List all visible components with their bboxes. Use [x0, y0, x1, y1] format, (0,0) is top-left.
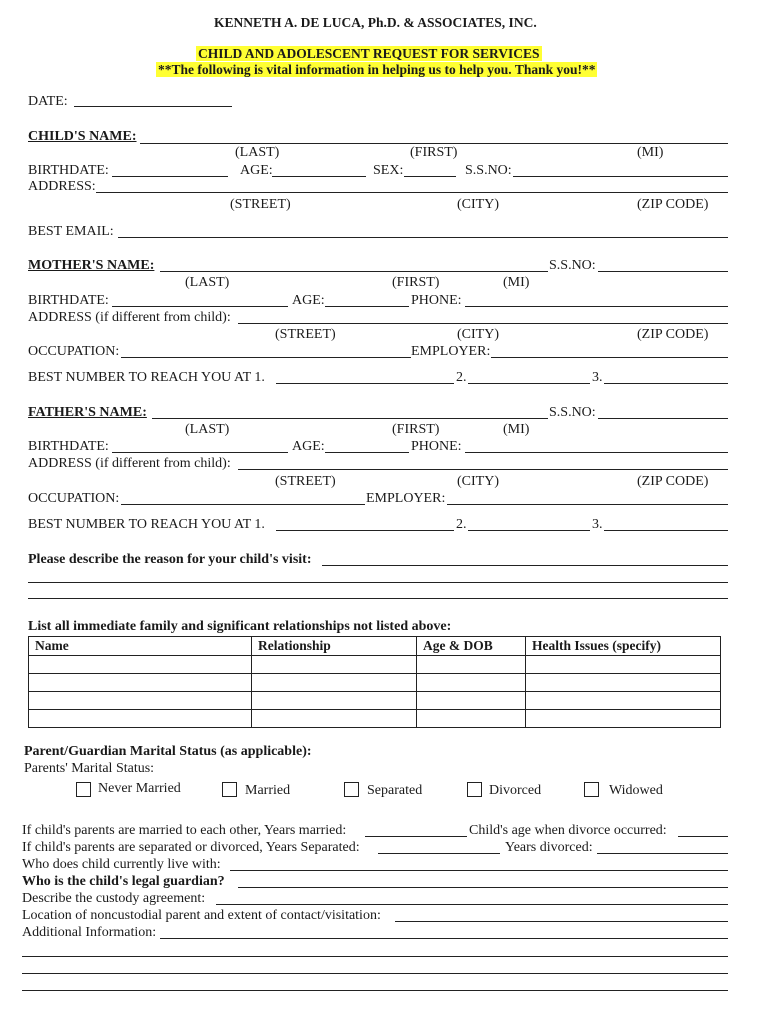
mother-occupation-field[interactable] [121, 357, 411, 358]
father-number-1-field[interactable] [276, 530, 454, 531]
noncustodial-field[interactable] [395, 921, 728, 922]
child-city-caption: (CITY) [457, 197, 499, 212]
separated-label: Separated [367, 783, 423, 798]
col-relationship-header: Relationship [252, 637, 417, 656]
family-cell[interactable] [526, 692, 721, 710]
additional-info-label: Additional Information: [22, 925, 157, 940]
mother-address-label: ADDRESS (if different from child): [28, 310, 231, 325]
additional-info-field-1[interactable] [160, 938, 728, 939]
never-married-checkbox[interactable] [76, 782, 91, 797]
legal-guardian-label: Who is the child's legal guardian? [22, 874, 225, 889]
mother-phone-label: PHONE: [411, 293, 462, 308]
table-row [29, 710, 721, 728]
family-cell[interactable] [29, 674, 252, 692]
never-married-label: Never Married [98, 781, 181, 796]
family-cell[interactable] [29, 710, 252, 728]
family-cell[interactable] [29, 692, 252, 710]
mother-phone-field[interactable] [465, 306, 728, 307]
family-cell[interactable] [252, 674, 417, 692]
marital-heading: Parent/Guardian Marital Status (as applicable): [24, 744, 312, 759]
child-age-label: AGE: [240, 163, 273, 178]
reason-field-1[interactable] [322, 565, 728, 566]
mother-employer-field[interactable] [491, 357, 728, 358]
family-cell[interactable] [417, 710, 526, 728]
mother-number-3-label: 3. [592, 370, 603, 385]
date-field[interactable] [74, 106, 232, 107]
table-row [29, 674, 721, 692]
mother-number-3-field[interactable] [604, 383, 728, 384]
family-cell[interactable] [252, 692, 417, 710]
years-separated-field[interactable] [378, 853, 500, 854]
father-birthdate-field[interactable] [112, 452, 288, 453]
mother-occupation-label: OCCUPATION: [28, 344, 120, 359]
child-address-field[interactable] [96, 192, 728, 193]
date-label: DATE: [28, 94, 68, 109]
col-name-header: Name [29, 637, 252, 656]
father-city-caption: (CITY) [457, 474, 499, 489]
mother-first-caption: (FIRST) [392, 275, 440, 290]
family-cell[interactable] [417, 674, 526, 692]
mother-last-caption: (LAST) [185, 275, 230, 290]
father-number-2-field[interactable] [468, 530, 590, 531]
col-age-dob-header: Age & DOB [417, 637, 526, 656]
child-email-label: BEST EMAIL: [28, 224, 114, 239]
family-cell[interactable] [252, 656, 417, 674]
mother-ssno-field[interactable] [598, 271, 728, 272]
marital-subheading: Parents' Marital Status: [24, 761, 155, 776]
divorced-checkbox[interactable] [467, 782, 482, 797]
mother-best-number-label: BEST NUMBER TO REACH YOU AT 1. [28, 370, 265, 385]
family-cell[interactable] [417, 692, 526, 710]
mother-number-2-label: 2. [456, 370, 467, 385]
mother-mi-caption: (MI) [503, 275, 530, 290]
child-ssno-field[interactable] [513, 176, 728, 177]
child-birthdate-label: BIRTHDATE: [28, 163, 109, 178]
father-mi-caption: (MI) [503, 422, 530, 437]
family-cell[interactable] [526, 674, 721, 692]
child-address-label: ADDRESS: [28, 179, 96, 194]
lives-with-label: Who does child currently live with: [22, 857, 221, 872]
child-first-caption: (FIRST) [410, 145, 458, 160]
child-sex-field[interactable] [404, 176, 456, 177]
custody-label: Describe the custody agreement: [22, 891, 206, 906]
father-ssno-field[interactable] [598, 418, 728, 419]
mother-ssno-label: S.S.NO: [549, 258, 596, 273]
custody-field[interactable] [216, 904, 728, 905]
mother-street-caption: (STREET) [275, 327, 336, 342]
widowed-label: Widowed [609, 783, 663, 798]
child-name-field[interactable] [140, 143, 728, 144]
father-name-heading: FATHER'S NAME: [28, 405, 147, 420]
child-zip-caption: (ZIP CODE) [637, 197, 709, 212]
father-street-caption: (STREET) [275, 474, 336, 489]
father-number-2-label: 2. [456, 517, 467, 532]
child-name-heading: CHILD'S NAME: [28, 129, 137, 144]
father-phone-field[interactable] [465, 452, 728, 453]
child-street-caption: (STREET) [230, 197, 291, 212]
reason-label: Please describe the reason for your child's visit: [28, 552, 312, 567]
family-cell[interactable] [526, 710, 721, 728]
divorced-label: Divorced [489, 783, 542, 798]
form-tagline: **The following is vital information in helping us to help you. Thank you!** [158, 62, 596, 77]
father-number-3-field[interactable] [604, 530, 728, 531]
years-divorced-field[interactable] [597, 853, 728, 854]
additional-info-field-3[interactable] [22, 973, 728, 974]
mother-city-caption: (CITY) [457, 327, 499, 342]
child-sex-label: SEX: [373, 163, 404, 178]
father-occupation-field[interactable] [121, 504, 365, 505]
father-last-caption: (LAST) [185, 422, 230, 437]
form-title: CHILD AND ADOLESCENT REQUEST FOR SERVICES [198, 46, 540, 61]
father-address-field[interactable] [238, 469, 728, 470]
mother-employer-label: EMPLOYER: [411, 344, 491, 359]
years-married-field[interactable] [365, 836, 467, 837]
mother-birthdate-field[interactable] [112, 306, 288, 307]
father-zip-caption: (ZIP CODE) [637, 474, 709, 489]
company-name: KENNETH A. DE LUCA, Ph.D. & ASSOCIATES, INC. [214, 15, 537, 30]
father-phone-label: PHONE: [411, 439, 462, 454]
child-age-field[interactable] [272, 176, 366, 177]
col-health-header: Health Issues (specify) [526, 637, 721, 656]
child-mi-caption: (MI) [637, 145, 664, 160]
reason-field-2[interactable] [28, 582, 728, 583]
family-heading: List all immediate family and significant relationships not listed above: [28, 619, 452, 634]
father-address-label: ADDRESS (if different from child): [28, 456, 231, 471]
widowed-checkbox[interactable] [584, 782, 599, 797]
father-name-field[interactable] [152, 418, 548, 419]
mother-name-field[interactable] [160, 271, 548, 272]
father-first-caption: (FIRST) [392, 422, 440, 437]
family-cell[interactable] [417, 656, 526, 674]
mother-zip-caption: (ZIP CODE) [637, 327, 709, 342]
father-age-field[interactable] [325, 452, 409, 453]
family-table [28, 636, 721, 728]
child-last-caption: (LAST) [235, 145, 280, 160]
father-occupation-label: OCCUPATION: [28, 491, 120, 506]
father-best-number-label: BEST NUMBER TO REACH YOU AT 1. [28, 517, 265, 532]
family-cell[interactable] [252, 710, 417, 728]
separated-checkbox[interactable] [344, 782, 359, 797]
years-married-label: If child's parents are married to each other, Years married: [22, 823, 347, 838]
child-ssno-label: S.S.NO: [465, 163, 512, 178]
years-separated-label: If child's parents are separated or divorced, Years Separated: [22, 840, 360, 855]
mother-name-heading: MOTHER'S NAME: [28, 258, 155, 273]
legal-guardian-field[interactable] [238, 887, 728, 888]
noncustodial-label: Location of noncustodial parent and extent of contact/visitation: [22, 908, 381, 923]
additional-info-field-4[interactable] [22, 990, 728, 991]
mother-number-2-field[interactable] [468, 383, 590, 384]
father-employer-label: EMPLOYER: [366, 491, 446, 506]
reason-field-3[interactable] [28, 598, 728, 599]
lives-with-field[interactable] [230, 870, 728, 871]
mother-age-label: AGE: [292, 293, 325, 308]
table-row [29, 656, 721, 674]
father-birthdate-label: BIRTHDATE: [28, 439, 109, 454]
father-number-3-label: 3. [592, 517, 603, 532]
father-ssno-label: S.S.NO: [549, 405, 596, 420]
child-birthdate-field[interactable] [112, 176, 228, 177]
father-employer-field[interactable] [447, 504, 728, 505]
family-cell[interactable] [29, 656, 252, 674]
mother-birthdate-label: BIRTHDATE: [28, 293, 109, 308]
mother-address-field[interactable] [238, 323, 728, 324]
family-cell[interactable] [526, 656, 721, 674]
father-age-label: AGE: [292, 439, 325, 454]
child-age-divorce-label: Child's age when divorce occurred: [469, 823, 667, 838]
married-label: Married [245, 783, 291, 798]
child-age-divorce-field[interactable] [678, 836, 728, 837]
family-table-header [29, 637, 721, 656]
years-divorced-label: Years divorced: [505, 840, 593, 855]
married-checkbox[interactable] [222, 782, 237, 797]
mother-number-1-field[interactable] [276, 383, 454, 384]
table-row [29, 692, 721, 710]
child-email-field[interactable] [118, 237, 728, 238]
additional-info-field-2[interactable] [22, 956, 728, 957]
mother-age-field[interactable] [325, 306, 409, 307]
